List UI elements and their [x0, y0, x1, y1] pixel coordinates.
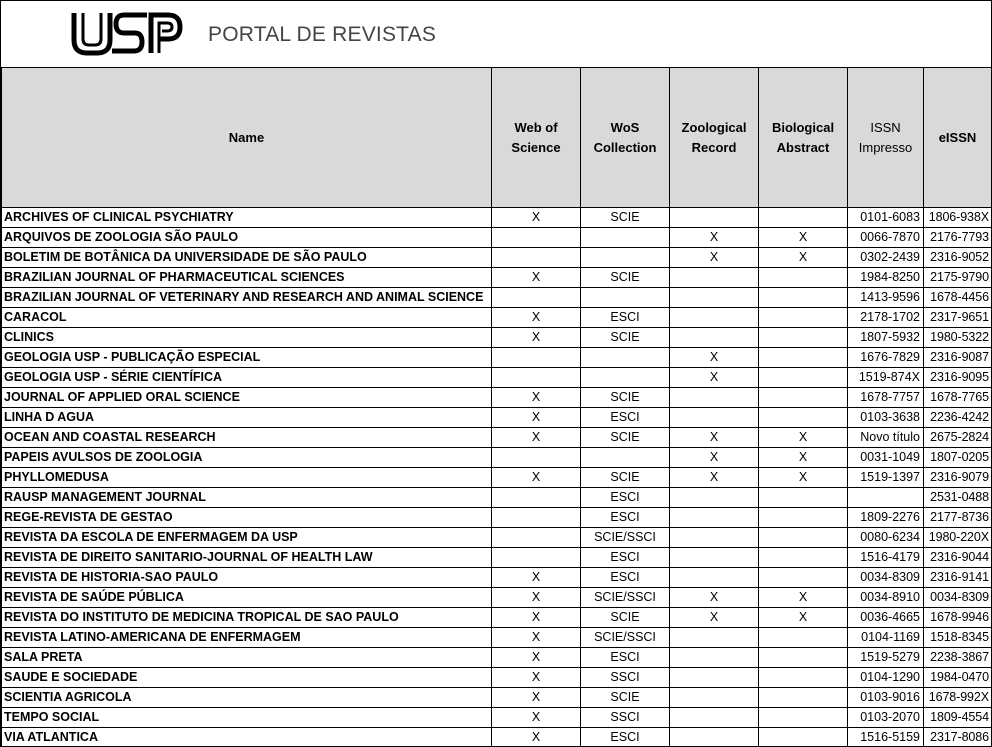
cell-journal-name: TEMPO SOCIAL: [2, 708, 492, 728]
cell-issn-impresso: 0103-3638: [848, 408, 924, 428]
cell-wos-collection: [581, 348, 670, 368]
cell-issn-impresso: 1676-7829: [848, 348, 924, 368]
cell-zoological-record: X: [670, 608, 759, 628]
cell-biological-abstract: [759, 488, 848, 508]
cell-web-of-science: [492, 248, 581, 268]
cell-issn-impresso: 0103-2070: [848, 708, 924, 728]
cell-journal-name: PAPEIS AVULSOS DE ZOOLOGIA: [2, 448, 492, 468]
cell-wos-collection: ESCI: [581, 648, 670, 668]
cell-biological-abstract: [759, 568, 848, 588]
cell-eissn: 2675-2824: [924, 428, 992, 448]
cell-zoological-record: [670, 508, 759, 528]
cell-biological-abstract: [759, 528, 848, 548]
cell-journal-name: REVISTA DE SAÚDE PÚBLICA: [2, 588, 492, 608]
cell-biological-abstract: [759, 388, 848, 408]
cell-web-of-science: X: [492, 608, 581, 628]
cell-web-of-science: X: [492, 328, 581, 348]
cell-issn-impresso: 0302-2439: [848, 248, 924, 268]
cell-issn-impresso: 0104-1169: [848, 628, 924, 648]
cell-eissn: 1678-7765: [924, 388, 992, 408]
cell-eissn: 1807-0205: [924, 448, 992, 468]
cell-journal-name: JOURNAL OF APPLIED ORAL SCIENCE: [2, 388, 492, 408]
cell-biological-abstract: [759, 408, 848, 428]
cell-biological-abstract: [759, 508, 848, 528]
cell-biological-abstract: [759, 288, 848, 308]
cell-biological-abstract: [759, 728, 848, 747]
cell-biological-abstract: X: [759, 608, 848, 628]
cell-eissn: 2177-8736: [924, 508, 992, 528]
cell-biological-abstract: [759, 628, 848, 648]
cell-issn-impresso: 0034-8910: [848, 588, 924, 608]
cell-journal-name: ARCHIVES OF CLINICAL PSYCHIATRY: [2, 208, 492, 228]
cell-zoological-record: [670, 268, 759, 288]
cell-web-of-science: X: [492, 628, 581, 648]
table-row: [2, 728, 992, 747]
cell-journal-name: REVISTA DO INSTITUTO DE MEDICINA TROPICAL DE SAO PAULO: [2, 608, 492, 628]
table-row: [2, 408, 992, 428]
cell-zoological-record: X: [670, 248, 759, 268]
cell-web-of-science: X: [492, 708, 581, 728]
cell-biological-abstract: [759, 308, 848, 328]
cell-issn-impresso: 0034-8309: [848, 568, 924, 588]
table-row: [2, 308, 992, 328]
cell-eissn: 2238-3867: [924, 648, 992, 668]
cell-web-of-science: X: [492, 428, 581, 448]
cell-zoological-record: [670, 708, 759, 728]
cell-eissn: 2316-9087: [924, 348, 992, 368]
cell-biological-abstract: [759, 548, 848, 568]
journals-table: [1, 67, 992, 747]
header-name: Name: [2, 68, 492, 208]
cell-zoological-record: [670, 488, 759, 508]
cell-web-of-science: X: [492, 728, 581, 747]
cell-web-of-science: [492, 548, 581, 568]
cell-journal-name: CARACOL: [2, 308, 492, 328]
cell-eissn: 1518-8345: [924, 628, 992, 648]
cell-biological-abstract: [759, 688, 848, 708]
cell-eissn: 2317-8086: [924, 728, 992, 747]
cell-zoological-record: [670, 648, 759, 668]
cell-wos-collection: SCIE: [581, 388, 670, 408]
cell-issn-impresso: 0031-1049: [848, 448, 924, 468]
table-row: [2, 588, 992, 608]
cell-web-of-science: X: [492, 208, 581, 228]
cell-eissn: 2316-9079: [924, 468, 992, 488]
cell-issn-impresso: [848, 488, 924, 508]
cell-wos-collection: SCIE/SSCI: [581, 528, 670, 548]
cell-wos-collection: ESCI: [581, 408, 670, 428]
cell-biological-abstract: [759, 268, 848, 288]
cell-journal-name: SALA PRETA: [2, 648, 492, 668]
header-web-of-science: Web of Science: [492, 68, 581, 208]
cell-biological-abstract: [759, 368, 848, 388]
table-row: [2, 248, 992, 268]
cell-zoological-record: [670, 668, 759, 688]
table-row: [2, 548, 992, 568]
cell-biological-abstract: X: [759, 228, 848, 248]
cell-wos-collection: ESCI: [581, 728, 670, 747]
cell-eissn: 1980-220X: [924, 528, 992, 548]
cell-web-of-science: X: [492, 568, 581, 588]
cell-eissn: 1678-4456: [924, 288, 992, 308]
cell-biological-abstract: X: [759, 448, 848, 468]
cell-issn-impresso: 0036-4665: [848, 608, 924, 628]
cell-issn-impresso: 1809-2276: [848, 508, 924, 528]
cell-journal-name: REGE-REVISTA DE GESTAO: [2, 508, 492, 528]
cell-journal-name: REVISTA DA ESCOLA DE ENFERMAGEM DA USP: [2, 528, 492, 548]
table-row: [2, 648, 992, 668]
cell-biological-abstract: [759, 348, 848, 368]
cell-eissn: 2176-7793: [924, 228, 992, 248]
cell-biological-abstract: X: [759, 248, 848, 268]
header-wos-collection: WoS Collection: [581, 68, 670, 208]
cell-eissn: 2316-9044: [924, 548, 992, 568]
cell-web-of-science: [492, 448, 581, 468]
cell-journal-name: ARQUIVOS DE ZOOLOGIA SÃO PAULO: [2, 228, 492, 248]
table-row: [2, 208, 992, 228]
cell-wos-collection: ESCI: [581, 568, 670, 588]
header-biological-abstract: Biological Abstract: [759, 68, 848, 208]
cell-web-of-science: X: [492, 468, 581, 488]
table-body: [2, 208, 992, 747]
cell-issn-impresso: 2178-1702: [848, 308, 924, 328]
cell-biological-abstract: [759, 328, 848, 348]
cell-zoological-record: [670, 388, 759, 408]
table-header-row: [2, 68, 992, 208]
cell-wos-collection: SCIE: [581, 608, 670, 628]
cell-issn-impresso: 0066-7870: [848, 228, 924, 248]
usp-logo: [71, 10, 183, 56]
table-row: [2, 668, 992, 688]
header-zoological-record: Zoological Record: [670, 68, 759, 208]
cell-web-of-science: X: [492, 648, 581, 668]
cell-wos-collection: [581, 248, 670, 268]
cell-journal-name: SCIENTIA AGRICOLA: [2, 688, 492, 708]
cell-web-of-science: [492, 288, 581, 308]
cell-issn-impresso: 1678-7757: [848, 388, 924, 408]
cell-zoological-record: X: [670, 428, 759, 448]
table-row: [2, 288, 992, 308]
cell-wos-collection: SCIE: [581, 328, 670, 348]
cell-wos-collection: [581, 288, 670, 308]
cell-journal-name: GEOLOGIA USP - PUBLICAÇÃO ESPECIAL: [2, 348, 492, 368]
cell-issn-impresso: 1519-5279: [848, 648, 924, 668]
table-row: [2, 228, 992, 248]
table-row: [2, 608, 992, 628]
cell-wos-collection: SSCI: [581, 668, 670, 688]
cell-journal-name: SAUDE E SOCIEDADE: [2, 668, 492, 688]
cell-eissn: 2531-0488: [924, 488, 992, 508]
cell-wos-collection: ESCI: [581, 548, 670, 568]
cell-zoological-record: X: [670, 368, 759, 388]
cell-journal-name: REVISTA LATINO-AMERICANA DE ENFERMAGEM: [2, 628, 492, 648]
cell-eissn: 2316-9095: [924, 368, 992, 388]
cell-issn-impresso: 0080-6234: [848, 528, 924, 548]
cell-zoological-record: [670, 688, 759, 708]
table-row: [2, 528, 992, 548]
cell-eissn: 2316-9141: [924, 568, 992, 588]
cell-web-of-science: X: [492, 588, 581, 608]
table-row: [2, 508, 992, 528]
cell-issn-impresso: 1984-8250: [848, 268, 924, 288]
cell-journal-name: OCEAN AND COASTAL RESEARCH: [2, 428, 492, 448]
cell-wos-collection: [581, 228, 670, 248]
cell-wos-collection: [581, 368, 670, 388]
cell-journal-name: BRAZILIAN JOURNAL OF PHARMACEUTICAL SCIENCES: [2, 268, 492, 288]
cell-zoological-record: X: [670, 468, 759, 488]
cell-biological-abstract: X: [759, 468, 848, 488]
cell-biological-abstract: [759, 708, 848, 728]
cell-zoological-record: [670, 208, 759, 228]
header-eissn: eISSN: [924, 68, 992, 208]
cell-wos-collection: ESCI: [581, 308, 670, 328]
cell-journal-name: VIA ATLANTICA: [2, 728, 492, 747]
cell-wos-collection: ESCI: [581, 488, 670, 508]
cell-wos-collection: SSCI: [581, 708, 670, 728]
portal-header: [1, 1, 991, 68]
cell-biological-abstract: [759, 208, 848, 228]
cell-zoological-record: X: [670, 228, 759, 248]
table-row: [2, 568, 992, 588]
cell-eissn: 0034-8309: [924, 588, 992, 608]
cell-issn-impresso: Novo título: [848, 428, 924, 448]
table-row: [2, 468, 992, 488]
cell-issn-impresso: 1516-4179: [848, 548, 924, 568]
cell-zoological-record: X: [670, 348, 759, 368]
cell-wos-collection: SCIE: [581, 468, 670, 488]
cell-wos-collection: SCIE: [581, 268, 670, 288]
cell-journal-name: BOLETIM DE BOTÂNICA DA UNIVERSIDADE DE SÃO PAULO: [2, 248, 492, 268]
table-row: [2, 268, 992, 288]
cell-eissn: 2316-9052: [924, 248, 992, 268]
cell-issn-impresso: 1519-874X: [848, 368, 924, 388]
cell-journal-name: REVISTA DE DIREITO SANITARIO-JOURNAL OF HEALTH LAW: [2, 548, 492, 568]
cell-journal-name: GEOLOGIA USP - SÉRIE CIENTÍFICA: [2, 368, 492, 388]
cell-zoological-record: [670, 628, 759, 648]
cell-web-of-science: [492, 488, 581, 508]
cell-issn-impresso: 0101-6083: [848, 208, 924, 228]
table-row: [2, 428, 992, 448]
header-issn-impresso: ISSN Impresso: [848, 68, 924, 208]
cell-journal-name: LINHA D AGUA: [2, 408, 492, 428]
cell-issn-impresso: 0103-9016: [848, 688, 924, 708]
cell-eissn: 1678-9946: [924, 608, 992, 628]
table-row: [2, 348, 992, 368]
table-row: [2, 628, 992, 648]
cell-web-of-science: X: [492, 308, 581, 328]
cell-eissn: 2317-9651: [924, 308, 992, 328]
table-row: [2, 688, 992, 708]
cell-wos-collection: SCIE: [581, 428, 670, 448]
cell-zoological-record: [670, 548, 759, 568]
cell-zoological-record: [670, 308, 759, 328]
cell-journal-name: BRAZILIAN JOURNAL OF VETERINARY AND RESEARCH AND ANIMAL SCIENCE: [2, 288, 492, 308]
cell-web-of-science: [492, 368, 581, 388]
cell-journal-name: RAUSP MANAGEMENT JOURNAL: [2, 488, 492, 508]
cell-zoological-record: X: [670, 448, 759, 468]
cell-journal-name: REVISTA DE HISTORIA-SAO PAULO: [2, 568, 492, 588]
cell-web-of-science: [492, 228, 581, 248]
cell-issn-impresso: 1413-9596: [848, 288, 924, 308]
cell-zoological-record: [670, 328, 759, 348]
cell-issn-impresso: 1807-5932: [848, 328, 924, 348]
cell-journal-name: CLINICS: [2, 328, 492, 348]
cell-web-of-science: [492, 508, 581, 528]
cell-wos-collection: ESCI: [581, 508, 670, 528]
cell-biological-abstract: X: [759, 428, 848, 448]
cell-zoological-record: [670, 568, 759, 588]
cell-eissn: 2175-9790: [924, 268, 992, 288]
cell-zoological-record: [670, 288, 759, 308]
cell-zoological-record: [670, 528, 759, 548]
cell-journal-name: PHYLLOMEDUSA: [2, 468, 492, 488]
cell-wos-collection: SCIE: [581, 208, 670, 228]
cell-issn-impresso: 1519-1397: [848, 468, 924, 488]
cell-wos-collection: SCIE: [581, 688, 670, 708]
cell-wos-collection: SCIE/SSCI: [581, 588, 670, 608]
cell-zoological-record: X: [670, 588, 759, 608]
cell-biological-abstract: X: [759, 588, 848, 608]
cell-wos-collection: SCIE/SSCI: [581, 628, 670, 648]
cell-eissn: 1984-0470: [924, 668, 992, 688]
cell-web-of-science: X: [492, 668, 581, 688]
cell-web-of-science: X: [492, 408, 581, 428]
cell-web-of-science: [492, 528, 581, 548]
table-row: [2, 328, 992, 348]
cell-web-of-science: X: [492, 388, 581, 408]
cell-eissn: 1809-4554: [924, 708, 992, 728]
table-row: [2, 368, 992, 388]
cell-zoological-record: [670, 408, 759, 428]
cell-zoological-record: [670, 728, 759, 747]
cell-eissn: 2236-4242: [924, 408, 992, 428]
cell-biological-abstract: [759, 668, 848, 688]
cell-eissn: 1806-938X: [924, 208, 992, 228]
table-row: [2, 708, 992, 728]
cell-web-of-science: [492, 348, 581, 368]
cell-web-of-science: X: [492, 688, 581, 708]
table-row: [2, 388, 992, 408]
cell-web-of-science: X: [492, 268, 581, 288]
table-row: [2, 448, 992, 468]
cell-issn-impresso: 1516-5159: [848, 728, 924, 747]
cell-biological-abstract: [759, 648, 848, 668]
cell-issn-impresso: 0104-1290: [848, 668, 924, 688]
cell-eissn: 1980-5322: [924, 328, 992, 348]
table-row: [2, 488, 992, 508]
portal-title: PORTAL DE REVISTAS: [208, 23, 437, 46]
cell-wos-collection: [581, 448, 670, 468]
cell-eissn: 1678-992X: [924, 688, 992, 708]
